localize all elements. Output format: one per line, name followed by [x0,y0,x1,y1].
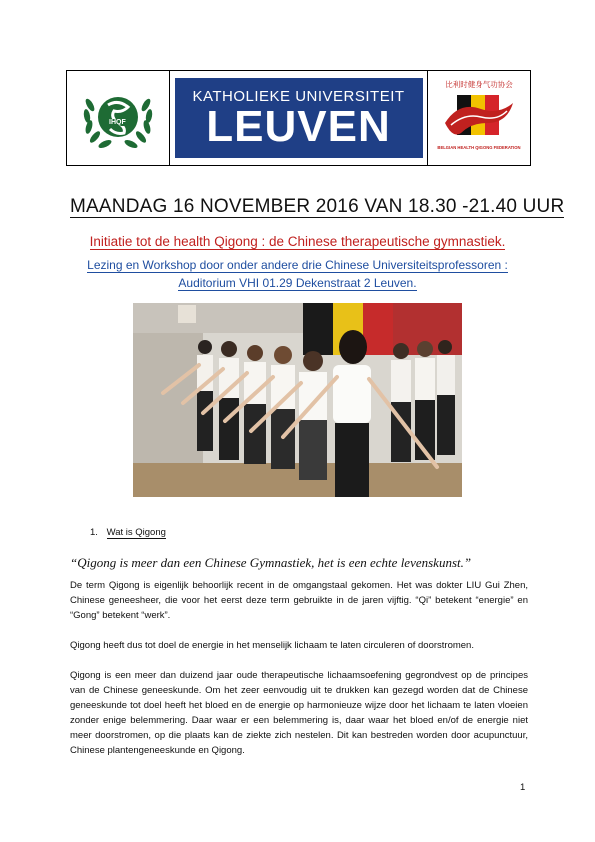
bhqf-logo [434,75,524,161]
ihqf-logo-cell [67,71,170,165]
paragraph-3: Qigong is een meer dan duizend jaar oude therapeutische lichaamsoefening gegrondvest op de principes van de Chinese geneeskunde. Om het zeer eenvoudig uit te drukken kan gezegd worden dat de Chinese geneeskunde tot doel heeft het bloed en de energie op harmonieuze wijze door het lichaam te laten vloeien zonder enige belemmering. Daar waar er een belemmering is, daar waar het bloed en/of de energie niet meer doorstromen, op die plaats kan de ziekte zich nestelen. Dit kan bestreden worden door acupunctuur, Chinese plantengeneeskunde en Qigong. [70,670,528,756]
quote: “Qigong is meer dan een Chinese Gymnastiek, het is een echte levenskunst.” [70,555,472,570]
lecture-line-2-text: Auditorium VHI 01.29 Dekenstraat 2 Leuven. [178,276,417,290]
paragraph-2: Qigong heeft dus tot doel de energie in het menselijk lichaam te laten circuleren of doorstromen. [70,640,474,651]
section-heading [90,527,166,538]
photo-illustration [133,303,462,497]
section-label: Wat is Qigong [106,527,166,538]
header-table [66,70,531,166]
subtitle-text: Initiatie tot de health Qigong : de Chinese therapeutische gymnastiek. [89,234,506,249]
kul-logo [175,78,423,158]
page-title [70,196,565,218]
dragon-flag-icon [441,93,517,141]
page-number: 1 [520,782,526,793]
kul-logo-line2: LEUVEN [206,101,391,151]
lecture-line-1-text: Lezing en Workshop door onder andere drie Chinese Universiteitsprofessoren : [87,258,508,272]
paragraph-1: De term Qigong is eigenlijk behoorlijk recent in de omgangstaal gekomen. Het was dokter LIU Gui Zhen, Chinese geneesheer, die voor het eerst deze term gebruikte in de jaren vijftig. “Qi” betekent “energie” en “Gong” betekent “werk”. [70,580,528,621]
kul-logo-cell [170,71,428,165]
lecture-line-2 [0,276,595,290]
bhqf-logo-cell [428,71,530,165]
subtitle [0,234,595,249]
bhqf-caption: BELGIAN HEALTH QIGONG FEDERATION [437,145,521,150]
lecture-line-1 [0,258,595,272]
ihqf-logo [78,83,158,153]
section-number: 1. [90,527,98,538]
ihqf-logo-text: IHQF [109,119,126,126]
kul-logo-line1: KATHOLIEKE UNIVERSITEIT [192,87,405,105]
bhqf-chinese-text: 比利时健身气功协会 [445,80,513,89]
page-title-text: MAANDAG 16 NOVEMBER 2016 VAN 18.30 -21.40 UUR [70,196,565,217]
qigong-group-photo [133,303,462,497]
